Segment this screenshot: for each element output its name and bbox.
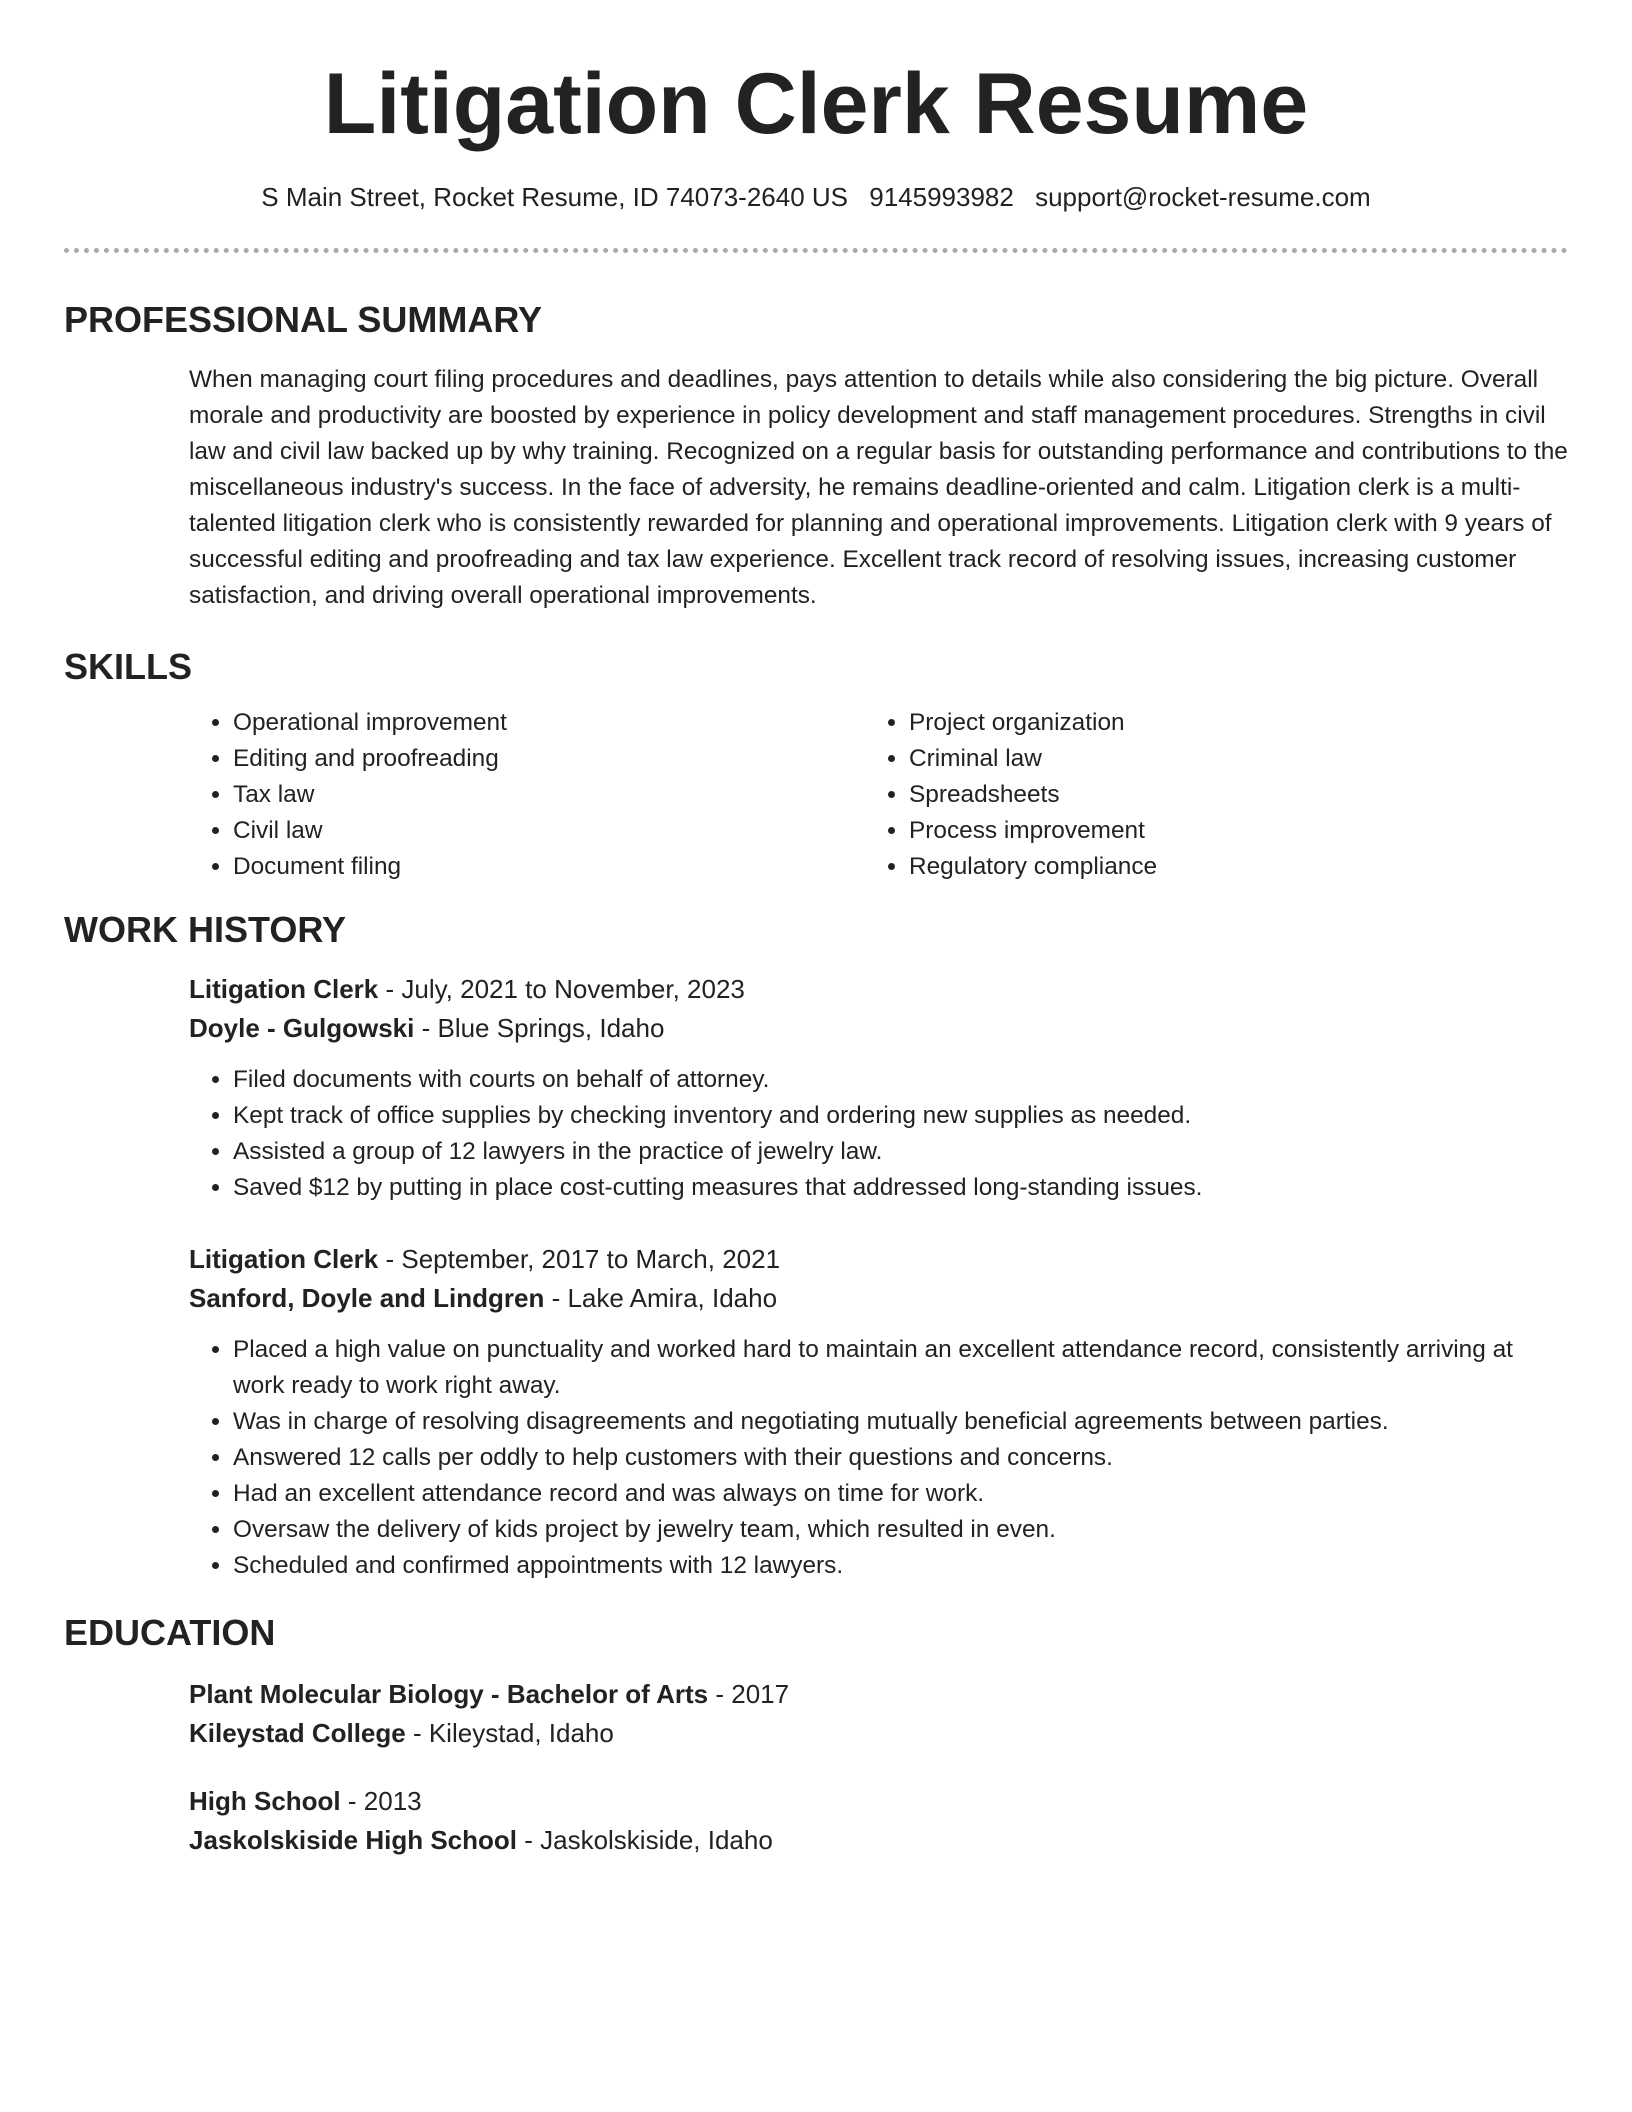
education-section: [64, 1611, 1568, 1860]
job-dates: - September, 2017 to March, 2021: [378, 1244, 781, 1274]
job-location: - Lake Amira, Idaho: [544, 1283, 778, 1313]
job-bullet: • Filed documents with courts on behalf of attorney.: [233, 1062, 1568, 1098]
job-company: Sanford, Doyle and Lindgren: [189, 1283, 545, 1313]
education-school-line: [189, 1821, 1568, 1860]
job-bullet: • Kept track of office supplies by checking inventory and ordering new supplies as needed.: [233, 1098, 1568, 1134]
education-year: - 2013: [340, 1786, 422, 1816]
job-dates: - July, 2021 to November, 2023: [378, 974, 745, 1004]
education-degree-line: [189, 1675, 1568, 1714]
job-bullet: • Saved $12 by putting in place cost-cutting measures that addressed long-standing issues.: [233, 1170, 1568, 1206]
education-degree: Plant Molecular Biology - Bachelor of Arts: [189, 1679, 709, 1709]
job-bullet: • Was in charge of resolving disagreements and negotiating mutually beneficial agreements between parties.: [233, 1404, 1568, 1440]
job-bullet: • Scheduled and confirmed appointments with 12 lawyers.: [233, 1548, 1568, 1584]
header-divider: [64, 248, 1568, 253]
job-bullet: • Assisted a group of 12 lawyers in the practice of jewelry law.: [233, 1134, 1568, 1170]
education-school-line: [189, 1714, 1568, 1753]
job-bullet: • Placed a high value on punctuality and worked hard to maintain an excellent attendance record, consistently arriving at work ready to work right away.: [233, 1332, 1568, 1404]
skills-column-left: [189, 705, 865, 885]
skill-item: • Editing and proofreading: [233, 741, 865, 777]
education-school: Jaskolskiside High School: [189, 1825, 517, 1855]
education-year: - 2017: [708, 1679, 790, 1709]
education-entry: [189, 1782, 1568, 1860]
education-location: - Jaskolskiside, Idaho: [517, 1825, 773, 1855]
job-company-line: [189, 1279, 1568, 1318]
job-location: - Blue Springs, Idaho: [414, 1013, 665, 1043]
skill-item: • Spreadsheets: [909, 777, 1541, 813]
job-title-line: [189, 970, 1568, 1009]
summary-section: [64, 298, 1568, 614]
job-title-line: [189, 1240, 1568, 1279]
job-company-line: [189, 1009, 1568, 1048]
contact-phone: 9145993982: [869, 182, 1014, 212]
skills-column-right: [865, 705, 1541, 885]
job-bullet: • Oversaw the delivery of kids project by jewelry team, which resulted in even.: [233, 1512, 1568, 1548]
skill-item: • Process improvement: [909, 813, 1541, 849]
job-bullets: [189, 1062, 1568, 1206]
skill-item: • Operational improvement: [233, 705, 865, 741]
skill-item: • Project organization: [909, 705, 1541, 741]
skill-item: • Document filing: [233, 849, 865, 885]
contact-email: support@rocket-resume.com: [1035, 182, 1371, 212]
education-school: Kileystad College: [189, 1718, 406, 1748]
skills-section: [64, 645, 1568, 885]
education-degree-line: [189, 1782, 1568, 1821]
resume-title: Litigation Clerk Resume: [323, 56, 1309, 152]
job-title: Litigation Clerk: [189, 974, 379, 1004]
skill-item: • Tax law: [233, 777, 865, 813]
contact-address: S Main Street, Rocket Resume, ID 74073-2640 US: [261, 182, 849, 212]
skills-heading: SKILLS: [64, 646, 193, 687]
summary-heading: PROFESSIONAL SUMMARY: [64, 299, 543, 340]
summary-text: When managing court filing procedures and deadlines, pays attention to details while also considering the big picture. Overall morale and productivity are boosted by experience in policy development and staff management procedures. Strengths in civil law and civil law backed up by why training. Recognized on a regular basis for outstanding performance and contributions to the miscellaneous industry's success. In the face of adversity, he remains deadline-oriented and calm. Litigation clerk is a multi-talented litigation clerk who is consistently rewarded for planning and operational improvements. Litigation clerk with 9 years of successful editing and proofreading and tax law experience. Excellent track record of resolving issues, increasing customer satisfaction, and driving overall operational improvements.: [189, 366, 1568, 609]
contact-line: [64, 180, 1568, 214]
skill-item: • Criminal law: [909, 741, 1541, 777]
job-company: Doyle - Gulgowski: [189, 1013, 415, 1043]
education-degree: High School: [189, 1786, 341, 1816]
skill-item: • Regulatory compliance: [909, 849, 1541, 885]
job-bullets: [189, 1332, 1568, 1584]
education-location: - Kileystad, Idaho: [405, 1718, 614, 1748]
job-entry: [189, 970, 1568, 1206]
job-entry: [189, 1240, 1568, 1584]
job-title: Litigation Clerk: [189, 1244, 379, 1274]
job-bullet: • Had an excellent attendance record and was always on time for work.: [233, 1476, 1568, 1512]
education-heading: EDUCATION: [64, 1612, 276, 1653]
job-bullet: • Answered 12 calls per oddly to help customers with their questions and concerns.: [233, 1440, 1568, 1476]
work-history-section: [64, 908, 1568, 1584]
education-entry: [189, 1675, 1568, 1753]
work-history-heading: WORK HISTORY: [64, 909, 347, 950]
skill-item: • Civil law: [233, 813, 865, 849]
